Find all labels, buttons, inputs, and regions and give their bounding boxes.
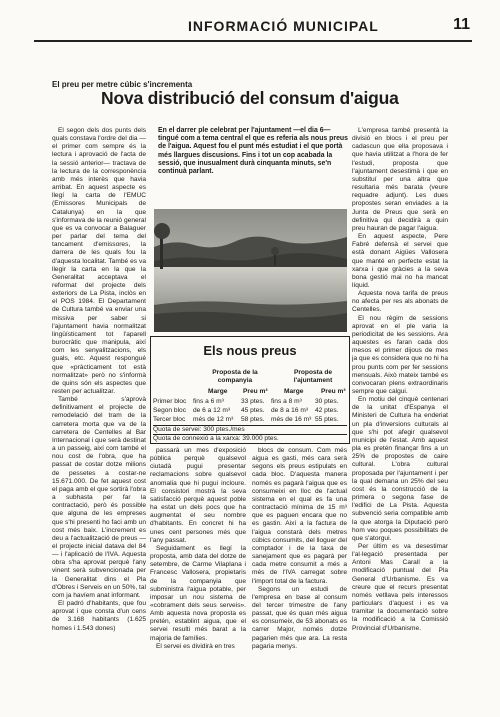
company-price: 45 ptes. xyxy=(241,407,265,414)
company-proposal-header: Proposta de la companyia xyxy=(212,369,258,384)
council-price: 30 ptes. xyxy=(315,398,339,405)
connection-fee: Quota de connexió a la xarxa: 39.000 ptes. xyxy=(153,435,279,442)
company-price: 58 ptes. xyxy=(241,416,265,423)
paragraph: El padró d'habitants, que fou aprovat i que consta d'un cens de 3.168 habitants (1.625 homes i 1.543 dones) xyxy=(52,600,146,632)
paragraph: El nou règim de sessions aprovat en el ple varia la periodicitat de les sessions. Ara aquestes es faran cada dos mesos el primer dijous de mes ja que es considera que no hi ha prou punts com per fer sessions mensuals. Això mateix també es convocaran plens extraordinaris sempre que calgui. xyxy=(352,314,448,395)
council-price: 42 ptes. xyxy=(315,407,339,414)
company-margin: més de 12 m³ xyxy=(193,416,234,423)
bloc-label: Primer bloc xyxy=(153,398,187,405)
page-number: 11 xyxy=(453,16,470,33)
article-column-1 xyxy=(52,127,146,699)
paragraph: Seguidament es llegí la proposta, amb data del dotze de setembre, de Carme Vilaplana i Francesc Vallosera, propietaris de la companyia que subministra l'aigua potable, per imposar un nou sistema de «cobrament dels seus serveis». Amb aquesta nova proposta es pretén, establint aigua, que el servei resulti més barat a la majoria de famílies. xyxy=(150,544,246,642)
reservoir-photo xyxy=(154,209,347,332)
marge-header: Marge xyxy=(208,388,228,395)
bloc-label: Tercer bloc xyxy=(153,416,186,423)
paragraph: Segons un estudi de l'empresa en base al consum del tercer trimestre de l'any passat, que és quan més aigua es consumeix, de 53 abonats es carrer Major, només dotze pagarien més que ara. La resta pagaria menys. xyxy=(252,585,347,650)
prices-table-title: Els nous preus xyxy=(203,343,297,358)
paragraph: L'empresa també presentà la divisió en blocs i el preu per cadascun que ella proposava i que havia utilitzat a l'hora de fer l'estudi, proposta que l'ajuntament desestimà i que en substituí per una altra que resultaria més barata (veure requadre adjunt). Les dues propostes seran enviades a la Junta de Preus que serà en definitiva qui decidirà a quin preu hauran de pagar l'aigua. xyxy=(352,127,448,232)
company-price: 33 ptes. xyxy=(241,398,265,405)
article-headline: Nova distribució del consum d'aigua xyxy=(101,88,399,108)
section-title: INFORMACIÓ MUNICIPAL xyxy=(188,18,379,34)
preu-header: Preu m³ xyxy=(243,388,268,395)
article-kicker: El preu per metre cúbic s'incrementa xyxy=(52,80,193,89)
company-margin: de 6 a 12 m³ xyxy=(193,407,231,414)
article-column-4 xyxy=(352,127,448,699)
service-fee: Quota de servei: 300 ptes./mes xyxy=(153,426,245,433)
council-price: 55 ptes. xyxy=(315,416,339,423)
council-margin: fins a 8 m³ xyxy=(271,398,302,405)
paragraph: Aquesta nova tarifa de preus no afecta per res als abonats de Centelles. xyxy=(352,290,448,314)
council-margin: de 8 a 16 m³ xyxy=(271,407,309,414)
article-column-3 xyxy=(252,447,347,699)
paragraph: També s'aprovà definitivament el projecte de remodelació del tram de la carretera morta que va de la carretera de Centelles al Bar Internacional i que serà destinat a un passeig, així com també el nou cost de l'obra, que ha passat de costar dotze milions de pessetes a costar-ne 15.671.000. De fet aquest cost el paga amb el que sortirà l'obra a subhasta per far la contractació, però és possible que alguna de les empreses que s'hi presenti ho faci amb un cost més baix. L'increment es deu a l'actualització de preus —el projecte inicial datava del 84— i l'aplicació de l'IVA. Aquesta obra s'ha aprovat perquè l'any vinent serà subvencionada per la Generalitat dins el Pla d'Obres i Serveis en un 50%, tal com ja havíem anat informant. xyxy=(52,396,146,599)
company-margin: fins a 6 m³ xyxy=(193,398,224,405)
paragraph: Per últim es va desestimar l'al·legació presentada per Antoni Mas Carall a la modificació puntual del Pla General d'Urbanisme. Es va creure que el recurs presentat només vetllava pels interessos particulars d'aquest i es va tramitar la documentació sobre la modificació a la Comissió Provincial d'Urbanisme. xyxy=(352,542,448,632)
article-column-2 xyxy=(150,447,246,699)
paragraph: passarà un mes d'exposició pública perquè qualsevol ciutadà pugui presentar reclamacions sobre qualsevol anomalia que hi pugui incloure. El consistori mostrà la seva satisfacció perquè aquest poble ha estat un dels pocs que ha augmentat el seu nombre d'habitants. En concret hi ha unes cent persones més que l'any passat. xyxy=(150,447,246,544)
paragraph: En aquest aspecte, Pere Fabré defensà el servei que està donant Aigües Vallosera que manté en perfecte estat la xarxa i que gràcies a la seva bona gestió mai no ha mancat líquid. xyxy=(352,233,448,289)
bloc-label: Segon bloc xyxy=(153,407,186,414)
marge-header: Marge xyxy=(284,388,304,395)
paragraph: El servei es dividirà en tres xyxy=(156,642,235,650)
preu-header: Preu m³ xyxy=(321,388,346,395)
paragraph: blocs de consum. Com més aigua es gasti, més cara serà segons els preus estipulats en cada bloc. D'aquesta manera només es pagarà l'aigua que es consumeixi en lloc de l'actual sistema en el qual es fa una contractació mínima de 15 m³ que es paguen encara que no es gastin. Així a la factura de l'aigua constarà dels metres cúbics consumits, del lloguer del comptador i de la taxa de sanejament que es pagarà per cada metre consumit a més a més de l'IVA carregat sobre l'import total de la factura. xyxy=(252,447,347,585)
council-proposal-header: Proposta de l'ajuntament xyxy=(293,369,333,384)
council-margin: més de 16 m³ xyxy=(271,416,312,423)
reservoir-photo-image xyxy=(154,209,347,332)
article-lead: En el darrer ple celebrat per l'ajuntament —el dia 6— tingué com a tema central el que es referia als nous preus de l'aigua. Aquest fou el punt més estudiat i el que portà més llargues discusions. Fins i tot un cop acabada la sessió, que inusualment durà cinquanta minuts, se'n continuà parlant. xyxy=(158,127,348,176)
page-header xyxy=(34,0,472,42)
paragraph: El segon dels dos punts dels quals constava l'ordre del dia —el primer com sempre és la lectura i aprovació de l'acta de la sessió anterior— tractava de la lectura de la corresponència amb més interès que havia arribat. En aquest aspecte es llegí la carta de l'EMUC (Emissores Municipals de Catalunya) en la que s'informava de la reunió general que es va convocar a Balaguer per parlar del tema del tancament d'emissores, la darrera de les quals fou la d'aquesta localitat. També es va llegir la carta en la que la Generalitat acceptava el reformat del projecte dels exteriors de La Pista, inclòs en el POS 1984. El Departament de Cultura també va enviar una missiva per saber si l'ajuntament havia normalitzat lingüísticament tot l'aparell burocràtic que manipula, així com les senyalitzacions, els guals, etc. Aquest respongué que «pràcticament tot està normalitzat» però no s'informà de quins són els aspectes que resten per actualitzar. xyxy=(52,127,146,395)
prices-table-box xyxy=(150,336,350,444)
paragraph: En motiu del cinquè centenari de la unitat d'Espanya el Ministeri de Cultura ha enderiat un pla d'inversions culturals al que s'hi pot afegir qualsevol municipi de l'estat. Amb aquest pla es pretén finançar fins a un 25% de propostes de caire cultural. L'obra cultural proposada per l'ajuntament i per la qual demana un 25% del seu cost és la construcció de la primera o segona fase de l'edifici de La Pista. Aquesta subvenció seria compatible amb la que atorga la Diputació però hom veu poques possibilitats de que s'atorgui. xyxy=(352,396,448,542)
